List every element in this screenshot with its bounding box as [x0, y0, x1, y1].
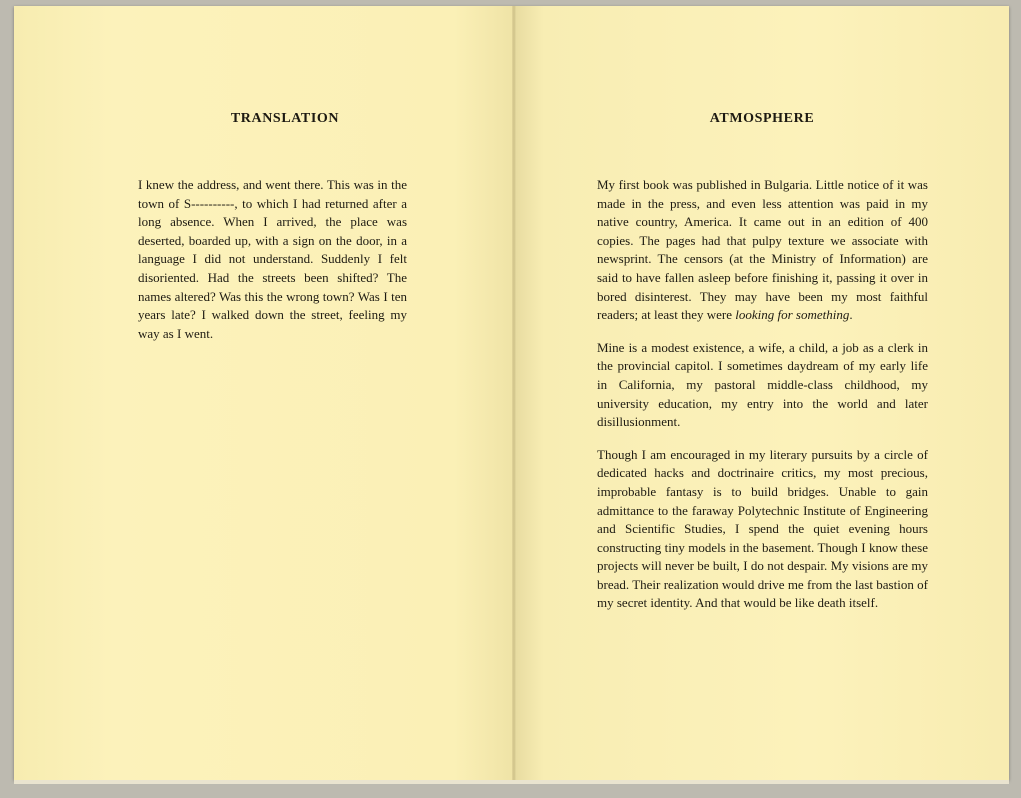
right-page-paragraph-1 [597, 176, 928, 325]
left-page-paragraph: I knew the address, and went there. This was in the town of S----------, to which I had returned after a long absence. When I arrived, the place was deserted, boarded up, with a sign on the door, in a language I did not understand. Suddenly I felt disoriented. Had the streets been shifted? The names altered? Was this the wrong town? Was I ten years late? I walked down the street, feeling my way as I went. [138, 177, 407, 341]
left-page [14, 6, 514, 780]
right-page-paragraph-2: Mine is a modest existence, a wife, a child, a job as a clerk in the provincial capitol. I sometimes daydream of my early life in California, my pastoral middle-class childhood, my university education, my entry into the world and later disillusionment. [597, 339, 928, 430]
right-page [514, 6, 1009, 780]
paragraph-1-end: . [849, 307, 853, 323]
right-page-body [597, 176, 928, 627]
left-page-body [138, 176, 407, 357]
right-page-title: ATMOSPHERE [709, 111, 815, 126]
right-page-paragraph-3: Though I am encouraged in my literary pursuits by a circle of dedicated hacks and doctrinaire critics, my most precious, improbable fantasy is to build bridges. Unable to gain admittance to the faraway Polytechnic Institute of Engineering and Scientific Studies, I spend the quiet evening hours constructing tiny models in the basement. Though I know these projects will never be built, I do not despair. My visions are my bread. Their realization would drive me from the last bastion of my secret identity. And that would be like death itself. [597, 446, 928, 611]
book-spread [14, 6, 1009, 780]
book-gutter [512, 6, 516, 780]
left-page-title: TRANSLATION [230, 111, 340, 126]
paragraph-1-text: My first book was published in Bulgaria. Little notice of it was made in the press, and even less attention was paid in my native country, America. It came out in an edition of 400 copies. The pages had that pulpy texture we associate with newsprint. The censors (at the Ministry of Information) are said to have fallen asleep before finishing it, passing it over in bored disinterest. They may have been my most faithful readers; at least they were [597, 177, 928, 323]
page-bottom-edge [14, 780, 1009, 784]
paragraph-1-italic: looking for something [735, 307, 850, 323]
